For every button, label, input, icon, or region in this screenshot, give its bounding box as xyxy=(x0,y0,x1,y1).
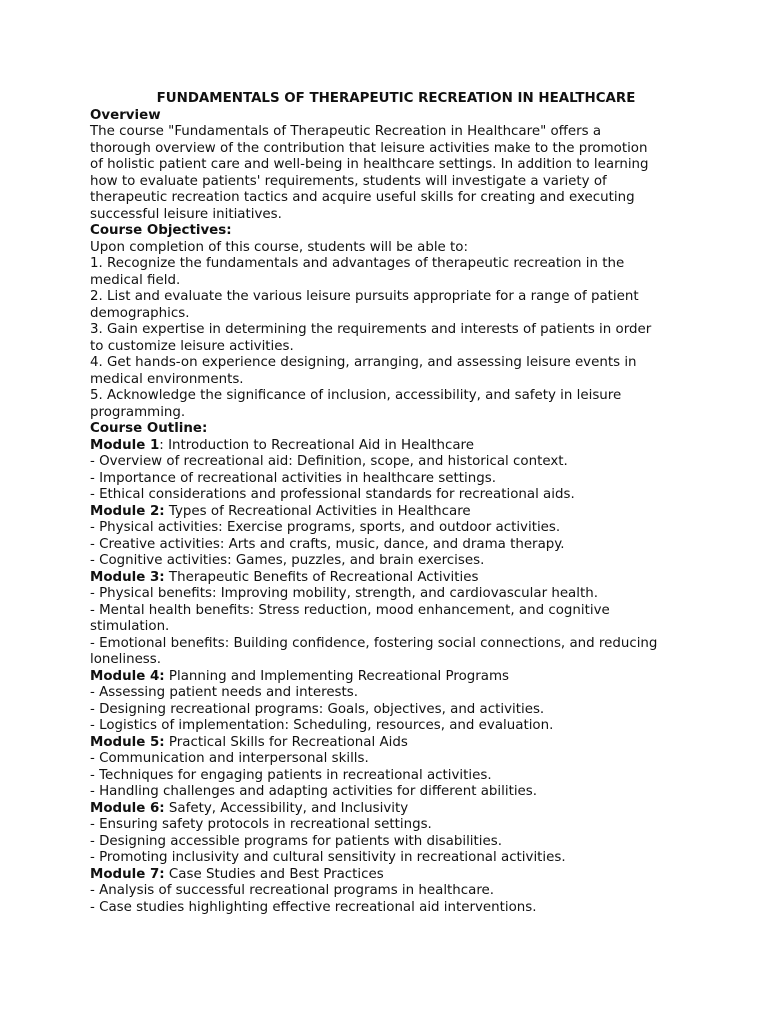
module-title: Therapeutic Benefits of Recreational Activities xyxy=(164,569,479,585)
module-heading xyxy=(90,735,690,752)
overview-paragraph xyxy=(90,124,690,223)
objective-line: 1. Recognize the fundamentals and advantages of therapeutic recreation in the xyxy=(90,256,625,271)
module-item: - Handling challenges and adapting activities for different abilities. xyxy=(90,784,538,799)
module-item-continued: loneliness. xyxy=(90,652,162,667)
module-1 xyxy=(90,438,690,504)
overview-line: of holistic patient care and well-being in healthcare settings. In addition to learning xyxy=(90,157,649,172)
module-item: - Ensuring safety protocols in recreational settings. xyxy=(90,817,432,832)
overview-line: how to evaluate patients' requirements, students will investigate a variety of xyxy=(90,173,607,189)
module-label: Module 7: xyxy=(90,866,165,882)
module-item: - Mental health benefits: Stress reduction, mood enhancement, and cognitive xyxy=(90,602,610,618)
module-item: - Techniques for engaging patients in recreational activities. xyxy=(90,767,492,783)
module-item: - Designing recreational programs: Goals, objectives, and activities. xyxy=(90,701,545,717)
document-title: FUNDAMENTALS OF THERAPEUTIC RECREATION IN HEALTHCARE xyxy=(156,91,636,106)
module-3 xyxy=(90,570,690,669)
overview-line: The course "Fundamentals of Therapeutic Recreation in Healthcare" offers a xyxy=(90,124,602,139)
module-7 xyxy=(90,867,690,917)
module-title: : Introduction to Recreational Aid in Healthcare xyxy=(159,437,474,453)
module-item: - Communication and interpersonal skills. xyxy=(90,751,369,766)
module-4 xyxy=(90,669,690,735)
module-heading xyxy=(90,669,690,686)
overview-heading: Overview xyxy=(90,107,161,123)
module-heading xyxy=(90,570,690,587)
module-item-continued: stimulation. xyxy=(90,619,170,634)
module-title: Practical Skills for Recreational Aids xyxy=(164,734,408,750)
objectives-intro: Upon completion of this course, students will be able to: xyxy=(90,239,468,255)
overview-line: therapeutic recreation tactics and acquire useful skills for creating and executing xyxy=(90,190,635,205)
module-item: - Physical benefits: Improving mobility, strength, and cardiovascular health. xyxy=(90,586,598,601)
outline-heading: Course Outline: xyxy=(90,421,208,436)
module-item: - Importance of recreational activities in healthcare settings. xyxy=(90,470,496,486)
objective-line: to customize leisure activities. xyxy=(90,338,294,354)
module-item: - Physical activities: Exercise programs, sports, and outdoor activities. xyxy=(90,520,561,535)
module-item: - Logistics of implementation: Scheduling, resources, and evaluation. xyxy=(90,718,554,733)
objective-line: programming. xyxy=(90,404,186,420)
module-5 xyxy=(90,735,690,801)
module-label: Module 3: xyxy=(90,569,165,585)
module-heading xyxy=(90,801,690,818)
objective-line: 4. Get hands-on experience designing, arranging, and assessing leisure events in xyxy=(90,355,637,370)
objective-line: 2. List and evaluate the various leisure pursuits appropriate for a range of patient xyxy=(90,289,639,304)
module-item: - Case studies highlighting effective recreational aid interventions. xyxy=(90,899,537,915)
objective-line: 5. Acknowledge the significance of inclusion, accessibility, and safety in leisure xyxy=(90,388,622,403)
module-title: Case Studies and Best Practices xyxy=(164,866,384,882)
module-title: Safety, Accessibility, and Inclusivity xyxy=(164,800,409,816)
overview-line: successful leisure initiatives. xyxy=(90,206,282,222)
module-item: - Designing accessible programs for patients with disabilities. xyxy=(90,833,502,849)
module-label: Module 1 xyxy=(90,437,160,453)
module-item: - Cognitive activities: Games, puzzles, and brain exercises. xyxy=(90,553,485,568)
module-heading xyxy=(90,438,690,455)
module-label: Module 2: xyxy=(90,503,165,519)
module-label: Module 5: xyxy=(90,734,165,750)
objectives-list xyxy=(90,256,690,421)
objective-line: 3. Gain expertise in determining the requirements and interests of patients in order xyxy=(90,322,652,337)
module-item: - Emotional benefits: Building confidence, fostering social connections, and reducing xyxy=(90,635,658,651)
module-label: Module 4: xyxy=(90,668,165,684)
module-title: Planning and Implementing Recreational Programs xyxy=(164,668,509,684)
objective-line: medical environments. xyxy=(90,371,244,387)
module-6 xyxy=(90,801,690,867)
module-item: - Overview of recreational aid: Definition, scope, and historical context. xyxy=(90,454,568,469)
module-2 xyxy=(90,504,690,570)
objectives-heading: Course Objectives: xyxy=(90,223,232,238)
objective-line: medical field. xyxy=(90,272,181,288)
module-item: - Analysis of successful recreational programs in healthcare. xyxy=(90,883,495,898)
overview-line: thorough overview of the contribution that leisure activities make to the promotion xyxy=(90,140,648,156)
module-item: - Assessing patient needs and interests. xyxy=(90,685,359,700)
module-heading xyxy=(90,867,690,884)
module-title: Types of Recreational Activities in Healthcare xyxy=(164,503,471,519)
module-item: - Promoting inclusivity and cultural sensitivity in recreational activities. xyxy=(90,850,566,865)
module-label: Module 6: xyxy=(90,800,165,816)
module-heading xyxy=(90,504,690,521)
module-item: - Ethical considerations and professional standards for recreational aids. xyxy=(90,487,575,502)
objective-line: demographics. xyxy=(90,305,190,321)
module-item: - Creative activities: Arts and crafts, music, dance, and drama therapy. xyxy=(90,536,565,552)
document-page xyxy=(90,91,690,916)
